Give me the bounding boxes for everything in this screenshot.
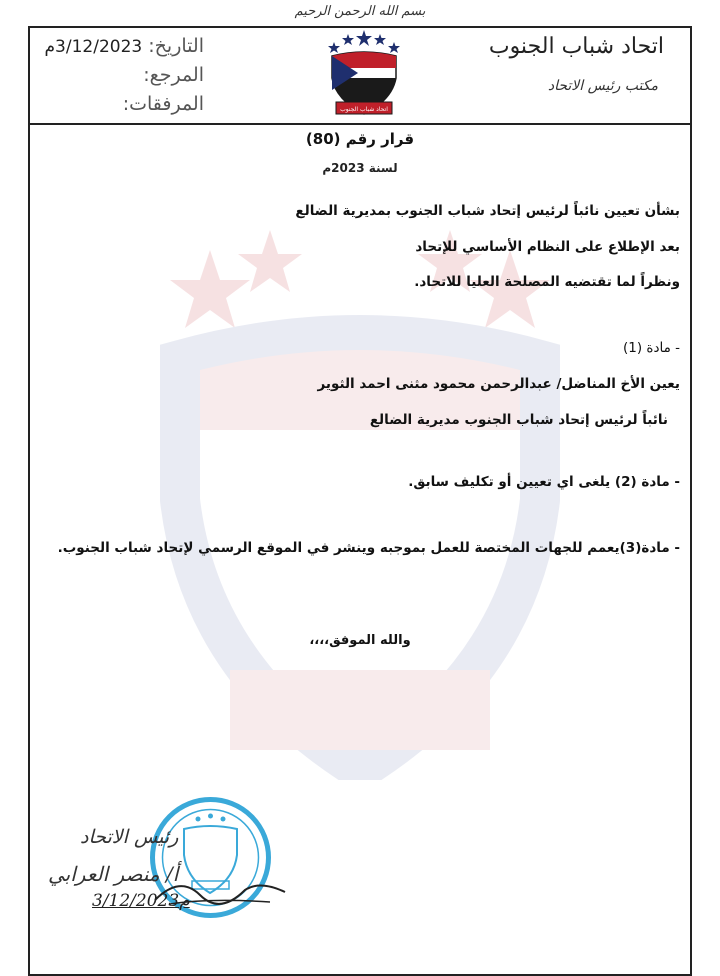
signatory-title: رئيس الاتحاد	[80, 826, 179, 848]
organization-logo	[322, 28, 406, 120]
header-divider	[28, 123, 692, 125]
article-3: - مادة(3)يعمم للجهات المختصة للعمل بموجبه وينشر في الموقع الرسمي لإتحاد شباب الجنوب.	[57, 540, 680, 556]
watermark-logo	[150, 210, 570, 780]
article-2: - مادة (2) يلغى اي تعيين أو تكليف سابق.	[408, 474, 680, 490]
decision-subject: بشأن تعيين نائباً لرئيس إتحاد شباب الجنوب بمديرية الضالع	[295, 203, 680, 219]
signatory-name: أ/ منصر العرابي	[48, 862, 179, 886]
organization-name: اتحاد شباب الجنوب	[488, 34, 664, 59]
signature-scribble	[150, 870, 290, 910]
logo-text: اتحاد شباب الجنوب	[340, 106, 388, 113]
preamble-line-1: بعد الإطلاع على النظام الأساسي للإتحاد	[415, 239, 680, 255]
attachments-label: المرفقات:	[122, 93, 204, 115]
preamble-line-2: ونظراً لما تقتضيه المصلحة العليا للاتحاد.	[414, 274, 680, 290]
article-1-line-1: يعين الأخ المناضل/ عبدالرحمن محمود مثنى احمد الثوير	[317, 376, 680, 392]
date-value: 3/12/2023م	[44, 37, 143, 57]
office-name: مكتب رئيس الاتحاد	[547, 78, 658, 94]
decision-year: لسنة 2023م	[322, 161, 398, 175]
closing-phrase: والله الموفق،،،،	[309, 633, 411, 648]
article-1-line-2: نائباً لرئيس إتحاد شباب الجنوب مديرية الضالع	[369, 412, 668, 428]
reference-label: المرجع:	[143, 64, 204, 86]
decision-title: قرار رقم (80)	[305, 130, 415, 148]
basmala: بسم الله الرحمن الرحيم	[294, 4, 426, 19]
date-label: التاريخ:	[148, 35, 204, 57]
signature-date: 3/12/2023م	[92, 891, 190, 911]
date-row	[34, 35, 204, 57]
logo-stars	[328, 30, 400, 53]
article-1-label: - مادة (1)	[622, 340, 680, 356]
